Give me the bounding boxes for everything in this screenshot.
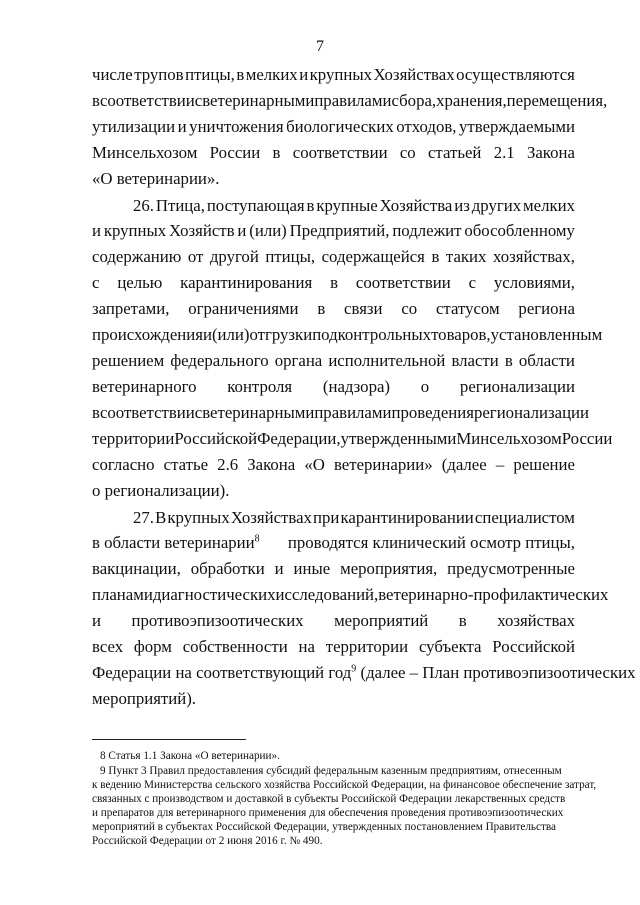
word: карантинирования xyxy=(180,273,313,292)
footnote-ref-9: 9 xyxy=(351,663,357,675)
word: ветеринарными xyxy=(202,403,315,422)
word: диагностических xyxy=(152,585,276,604)
word: предусмотренные xyxy=(447,559,575,578)
word: Российской xyxy=(174,429,258,448)
word: мелких xyxy=(523,196,575,215)
word: статусом xyxy=(435,299,500,318)
word: Птица, xyxy=(155,196,205,215)
word: биологических xyxy=(286,117,394,136)
word: при xyxy=(313,508,340,527)
word: хранения, xyxy=(436,91,507,110)
word: числе xyxy=(92,65,133,84)
word: сбора, xyxy=(391,91,437,110)
body-line xyxy=(92,65,575,85)
body-line xyxy=(92,429,613,449)
word: и xyxy=(237,221,247,240)
word: Хозяйства xyxy=(379,196,453,215)
word: органа xyxy=(274,351,323,370)
word: Хозяйств xyxy=(169,221,235,240)
word: с xyxy=(468,273,477,292)
word: ветеринарными xyxy=(202,91,315,110)
word: (или) xyxy=(211,325,250,344)
word: запретами, xyxy=(92,299,170,318)
word: территории xyxy=(92,429,175,448)
body-line xyxy=(92,273,575,293)
word: целью xyxy=(117,273,163,292)
text-fragment: проводятся клинический осмотр птицы, xyxy=(287,533,575,552)
word: соответствии xyxy=(355,273,451,292)
word: других xyxy=(471,196,522,215)
word: и xyxy=(274,559,284,578)
word: в xyxy=(330,273,339,292)
body-line xyxy=(92,611,575,631)
word: решением xyxy=(92,351,165,370)
word: статьей xyxy=(427,143,482,162)
footnote-line: к ведению Министерства сельского хозяйства Российской Федерации, на финансовое обеспечение затрат, xyxy=(92,779,597,791)
word: перемещения, xyxy=(506,91,608,110)
word: ветеринарного xyxy=(92,377,197,396)
word: в xyxy=(92,403,100,422)
word: обработки xyxy=(190,559,265,578)
body-line: о регионализации). xyxy=(92,481,230,500)
word: Минсельхозом xyxy=(456,429,562,448)
word: ветеринарно-профилактических xyxy=(378,585,609,604)
word: установленным xyxy=(490,325,603,344)
word: решение xyxy=(513,455,575,474)
word: территории xyxy=(325,637,409,656)
word: (или) xyxy=(249,221,287,240)
body-line xyxy=(92,559,575,579)
word: отходов, xyxy=(396,117,457,136)
word: хозяйствах, xyxy=(492,247,575,266)
word: утвержденными xyxy=(340,429,457,448)
word: (надзора) xyxy=(322,377,390,396)
word: и xyxy=(92,611,101,630)
word: иные xyxy=(293,559,331,578)
word: с xyxy=(92,273,100,292)
word: субъекта xyxy=(418,637,482,656)
word: и xyxy=(177,117,187,136)
word: 2.6 xyxy=(217,455,239,474)
word: проведения xyxy=(391,403,474,422)
word: власти xyxy=(451,351,499,370)
word: противоэпизоотических xyxy=(131,611,304,630)
word: федерального xyxy=(170,351,269,370)
body-line xyxy=(92,403,590,423)
word: Хозяйствах xyxy=(373,65,455,84)
word: трупов xyxy=(134,65,184,84)
body-line xyxy=(92,351,575,371)
word: специалистом xyxy=(474,508,575,527)
word: России xyxy=(209,143,261,162)
paragraph-27-first-line xyxy=(133,508,575,528)
word: утверждаемыми xyxy=(459,117,575,136)
word: подконтрольных xyxy=(312,325,432,344)
word: 26. xyxy=(133,196,154,215)
word: крупных xyxy=(309,65,372,84)
word: другой xyxy=(209,247,259,266)
word: Закона xyxy=(526,143,575,162)
body-line xyxy=(92,585,609,605)
body-line-with-footnote-9: Федерации на соответствующий год$^9$ (далее – План противоэпизоотических xyxy=(92,663,636,682)
word: о xyxy=(420,377,430,396)
word: вакцинации, xyxy=(92,559,181,578)
word: Минсельхозом xyxy=(92,143,198,162)
word: с xyxy=(194,403,203,422)
word: Хозяйствах xyxy=(230,508,312,527)
word: от xyxy=(187,247,204,266)
word: в xyxy=(317,299,326,318)
footnote-line: Российской Федерации от 2 июня 2016 г. № 490. xyxy=(92,835,323,847)
word: правилами xyxy=(314,403,392,422)
word: Федерации, xyxy=(257,429,341,448)
footnote-ref-8: 8 xyxy=(254,533,260,545)
paragraph-26-first-line xyxy=(133,196,575,216)
word: соответствии xyxy=(292,143,388,162)
word: птицы, xyxy=(185,65,235,84)
word: карантинировании xyxy=(340,508,474,527)
word: в xyxy=(92,91,100,110)
body-line-with-footnote-8 xyxy=(92,533,575,553)
body-line xyxy=(92,455,575,475)
word: на xyxy=(298,637,315,656)
word: соответствии xyxy=(99,91,195,110)
word: всех xyxy=(92,637,124,656)
word: 2.1 xyxy=(493,143,515,162)
footnote-8: 8 Статья 1.1 Закона «О ветеринарии». xyxy=(100,750,280,762)
body-line: «О ветеринарии». xyxy=(92,169,220,188)
footnote-separator xyxy=(92,739,246,740)
word: и xyxy=(299,65,309,84)
word: В xyxy=(155,508,167,527)
word: согласно xyxy=(92,455,155,474)
body-line xyxy=(92,377,575,397)
page-number: 7 xyxy=(316,38,324,55)
word: подлежит xyxy=(392,221,462,240)
word: обособленному xyxy=(464,221,575,240)
word: осуществляются xyxy=(456,65,575,84)
word: мелких xyxy=(245,65,298,84)
word: крупные xyxy=(316,196,378,215)
word: условиями, xyxy=(493,273,575,292)
word: крупных xyxy=(103,221,167,240)
footnote-line: связанных с производством и доставкой в субъекты Российской Федерации лекарственных средств xyxy=(92,793,566,805)
word: в xyxy=(504,351,513,370)
word: 27. xyxy=(133,508,154,527)
word: в xyxy=(458,611,467,630)
word: планами xyxy=(92,585,153,604)
word: и xyxy=(92,221,101,240)
word: из xyxy=(454,196,470,215)
word: отгрузки xyxy=(249,325,313,344)
word: содержанию xyxy=(92,247,182,266)
footnote-line: мероприятий в субъектах Российской Федерации, утвержденных постановлением Правительства xyxy=(92,821,556,833)
word: – xyxy=(495,455,505,474)
word: в xyxy=(272,143,281,162)
word: соответствии xyxy=(99,403,195,422)
word: происхождения xyxy=(92,325,203,344)
word: «О xyxy=(304,455,325,474)
word: области xyxy=(518,351,575,370)
body-line xyxy=(92,299,575,319)
word: мероприятия, xyxy=(340,559,438,578)
word: связи xyxy=(344,299,383,318)
word: крупных xyxy=(167,508,230,527)
word: исследований, xyxy=(275,585,379,604)
word: Закона xyxy=(247,455,296,474)
word: со xyxy=(401,299,418,318)
word: ветеринарии» xyxy=(333,455,433,474)
word: контроля xyxy=(227,377,293,396)
word: уничтожения xyxy=(189,117,284,136)
body-line xyxy=(92,247,575,267)
word: товаров, xyxy=(431,325,491,344)
body-line xyxy=(92,637,575,657)
word: в xyxy=(236,65,245,84)
body-line xyxy=(92,91,608,111)
footnote-9: 9 Пункт 3 Правил предоставления субсидий федеральным казенным предприятиям, отнесенным xyxy=(100,765,562,777)
word: с xyxy=(194,91,203,110)
word: в xyxy=(306,196,315,215)
word: исполнительной xyxy=(328,351,446,370)
body-line xyxy=(92,325,603,345)
word: со xyxy=(399,143,416,162)
word: таких xyxy=(445,247,487,266)
text-fragment: в области ветеринарии$^8$ xyxy=(92,533,260,552)
word: регионализации xyxy=(459,377,575,396)
word: форм xyxy=(133,637,172,656)
word: птицы, xyxy=(265,247,316,266)
word: Предприятий, xyxy=(289,221,390,240)
body-line xyxy=(92,117,575,137)
footnote-line: и препаратов для ветеринарного применения для обеспечения проведения противоэпизоотических xyxy=(92,807,564,819)
word: ограничениями xyxy=(188,299,299,318)
word: региона xyxy=(518,299,575,318)
word: собственности xyxy=(182,637,288,656)
word: и xyxy=(202,325,212,344)
word: поступающая xyxy=(206,196,305,215)
word: в xyxy=(431,247,440,266)
word: утилизации xyxy=(92,117,176,136)
word: статье xyxy=(163,455,209,474)
word: мероприятий xyxy=(334,611,429,630)
body-line xyxy=(92,221,575,241)
word: России xyxy=(561,429,613,448)
word: правилами xyxy=(314,91,392,110)
word: регионализации xyxy=(473,403,590,422)
word: (далее xyxy=(441,455,487,474)
body-line xyxy=(92,143,575,163)
word: Российской xyxy=(492,637,575,656)
word: хозяйствах xyxy=(497,611,575,630)
body-line: мероприятий). xyxy=(92,689,196,708)
word: содержащейся xyxy=(321,247,425,266)
